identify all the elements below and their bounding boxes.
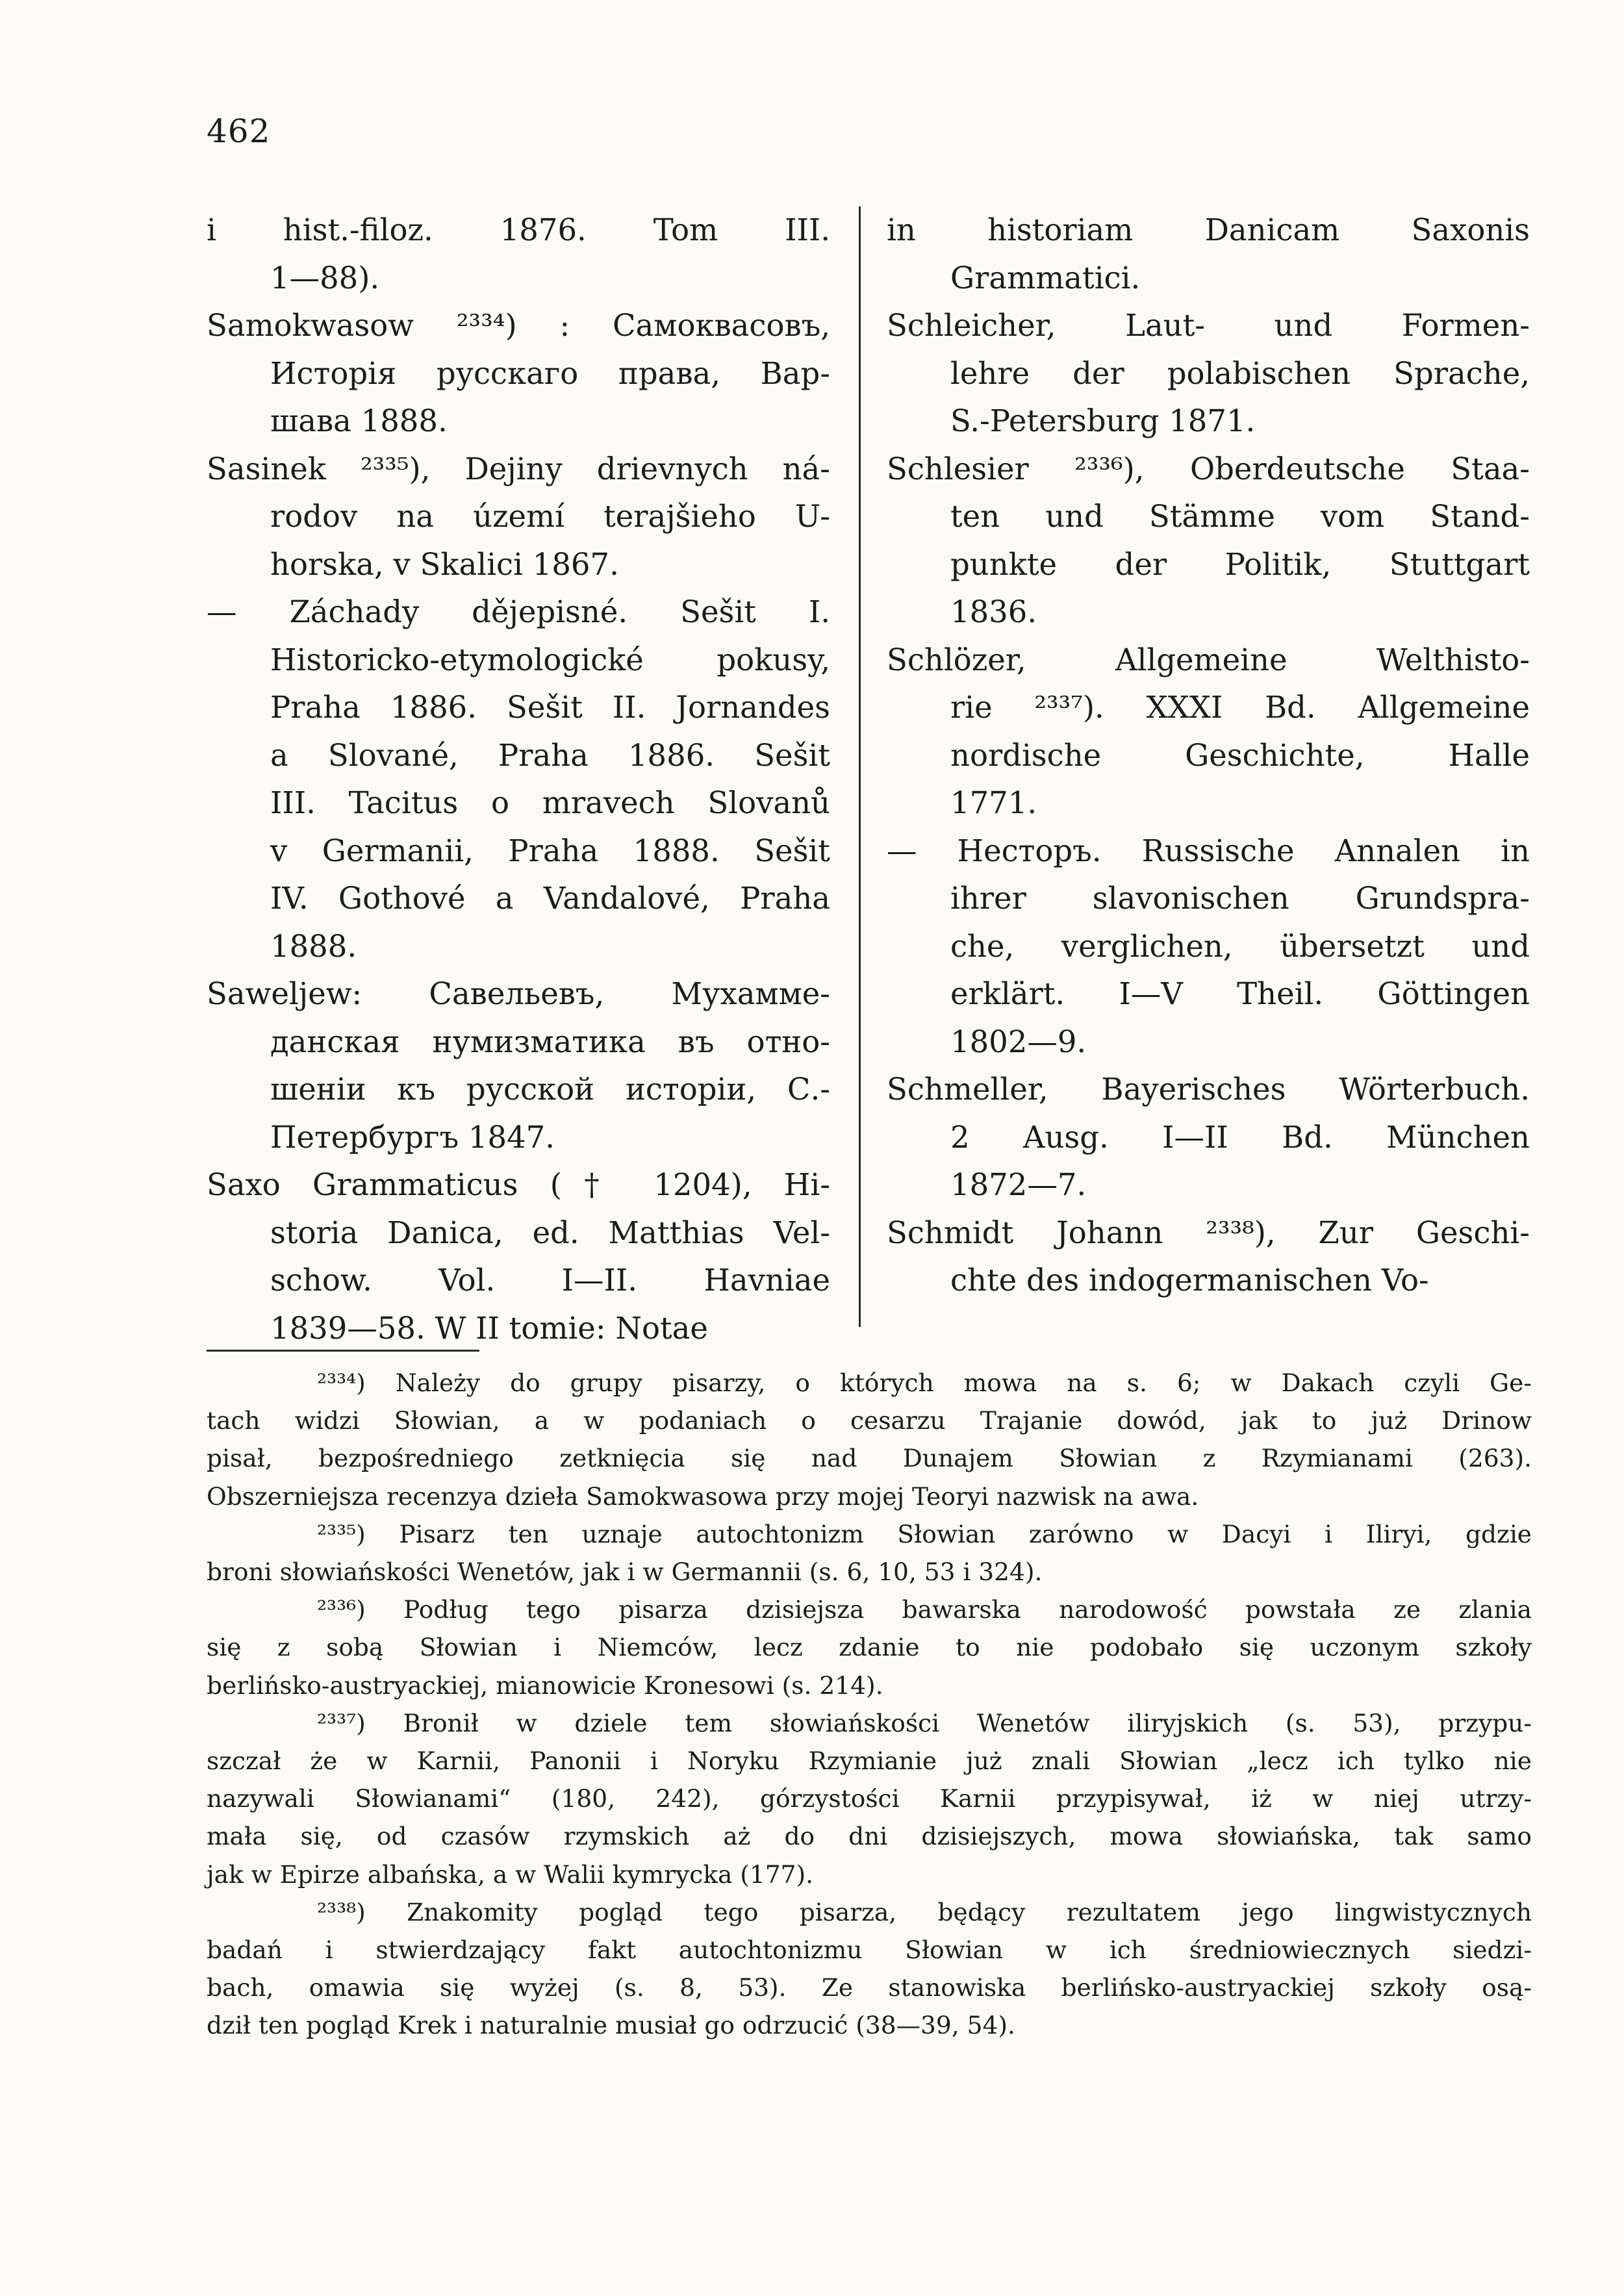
- entry-line: 1872—7.: [950, 1167, 1087, 1202]
- entry-line: 1802—9.: [950, 1024, 1087, 1059]
- bibliography-entry: [887, 1209, 1530, 1305]
- page-number: 462: [207, 112, 271, 150]
- footnote-line: Obszerniejsza recenzya dzieła Samokwasowa przy mojej Teoryi nazwisk na awa.: [207, 1482, 1199, 1511]
- entry-line: Исторія русскаго права, Вар-: [270, 355, 830, 391]
- entry-line: storia Danica, ed. Matthias Vel-: [270, 1215, 830, 1250]
- footnote-line: badań i stwierdzający fakt autochtonizmu Słowian w ich średniowiecznych siedzi-: [207, 1936, 1532, 1965]
- entry-line: 1839—58. W II tomie: Notae: [270, 1310, 708, 1346]
- footnote-line: mała się, od czasów rzymskich aż do dni dzisiejszych, mowa słowiańska, tak samo: [207, 1822, 1532, 1851]
- entry-line: Sasinek ²³³⁵), Dejiny drievnych ná-: [207, 451, 830, 486]
- footnote-line: ²³³⁵) Pisarz ten uznaje autochtonizm Słowian zarówno w Dacyi i Iliryi, gdzie: [317, 1519, 1532, 1548]
- footnote-line: ²³³⁶) Podług tego pisarza dzisiejsza bawarska narodowość powstała ze zlania: [317, 1595, 1532, 1624]
- entry-line: 1888.: [270, 928, 357, 964]
- footnote-line: dził ten pogląd Krek i naturalnie musiał go odrzucić (38—39, 54).: [207, 2011, 1015, 2040]
- entry-line: — Záchady dějepisné. Sešit I.: [207, 594, 830, 629]
- entry-line: Schlözer, Allgemeine Welthisto-: [887, 642, 1530, 677]
- bibliography-entry: [207, 1161, 830, 1352]
- entry-line: schow. Vol. I—II. Havniae: [270, 1263, 830, 1298]
- entry-line: Schleicher, Laut- und Formen-: [887, 308, 1530, 343]
- entry-line: данская нумизматика въ отно-: [270, 1024, 830, 1059]
- entry-line: шава 1888.: [270, 403, 448, 438]
- bibliography-entry: [887, 446, 1530, 637]
- entry-line: Samokwasow ²³³⁴) : Самоквасовъ,: [207, 308, 830, 343]
- bibliography-entry: [887, 637, 1530, 827]
- entry-line: i hist.-filoz. 1876. Tom III.: [207, 212, 830, 247]
- footnote-line: berlińsko-austryackiej, mianowicie Kronesowi (s. 214).: [207, 1671, 883, 1700]
- footnote: [207, 1515, 1532, 1591]
- footnote-line: pisał, bezpośredniego zetknięcia się nad Dunajem Słowian z Rzymianami (263).: [207, 1444, 1532, 1473]
- entry-line: Saweljew: Савельевъ, Мухамме-: [207, 976, 830, 1011]
- entry-line: — Несторъ. Russische Annalen in: [887, 833, 1530, 868]
- entry-line: chte des indogermanischen Vo-: [950, 1263, 1429, 1298]
- entry-line: v Germanii, Praha 1888. Sešit: [270, 833, 830, 868]
- entry-line: Historicko-etymologické pokusy,: [270, 642, 830, 677]
- footnote-line: ²³³⁷) Bronił w dziele tem słowiańskości Wenetów iliryjskich (s. 53), przypu-: [317, 1708, 1532, 1737]
- entry-line: rodov na území terajšieho U-: [270, 499, 830, 534]
- entry-line: 2 Ausg. I—II Bd. München: [950, 1119, 1530, 1155]
- entry-line: in historiam Danicam Saxonis: [887, 212, 1530, 247]
- entry-line: IV. Gothové a Vandalové, Praha: [270, 881, 830, 916]
- entry-line: nordische Geschichte, Halle: [950, 737, 1530, 773]
- entry-line: a Slované, Praha 1886. Sešit: [270, 737, 830, 773]
- entry-line: Saxo Grammaticus († 1204), Hi-: [207, 1167, 830, 1202]
- bibliography-entry: [207, 446, 830, 589]
- entry-line: ten und Stämme vom Stand-: [950, 499, 1530, 534]
- entry-line: Schmeller, Bayerisches Wörterbuch.: [887, 1072, 1530, 1107]
- entry-line: erklärt. I—V Theil. Göttingen: [950, 976, 1530, 1011]
- entry-line: che, verglichen, übersetzt und: [950, 928, 1530, 964]
- entry-line: 1771.: [950, 785, 1037, 820]
- entry-line: horska, v Skalici 1867.: [270, 546, 619, 582]
- footnote: [207, 1893, 1532, 2045]
- entry-line: S.-Petersburg 1871.: [950, 403, 1256, 438]
- entry-line: 1836.: [950, 594, 1037, 629]
- entry-line: 1—88).: [270, 260, 380, 296]
- bibliography-entry: [207, 302, 830, 446]
- entry-line: Schlesier ²³³⁶), Oberdeutsche Staa-: [887, 451, 1530, 486]
- footnote-line: ²³³⁴) Należy do grupy pisarzy, o których mowa na s. 6; w Dakach czyli Ge-: [317, 1369, 1532, 1397]
- bibliography-entry: [887, 302, 1530, 446]
- footnote-rule: [207, 1350, 479, 1352]
- entry-line: Praha 1886. Sešit II. Jornandes: [270, 690, 830, 725]
- entry-line: III. Tacitus o mravech Slovanů: [270, 785, 830, 820]
- entry-line: ihrer slavonischen Grundspra-: [950, 881, 1530, 916]
- footnote-line: ²³³⁸) Znakomity pogląd tego pisarza, będący rezultatem jego lingwistycznych: [317, 1897, 1532, 1926]
- footnotes: [207, 1364, 1532, 2045]
- column-divider: [859, 207, 861, 1327]
- footnote: [207, 1591, 1532, 1704]
- bibliography-entry: [207, 588, 830, 970]
- bibliography-entry: [207, 207, 830, 302]
- footnote: [207, 1364, 1532, 1515]
- footnote-line: szczał że w Karnii, Panonii i Noryku Rzymianie już znali Słowian „lecz ich tylko nie: [207, 1747, 1532, 1776]
- footnote-line: bach, omawia się wyżej (s. 8, 53). Ze stanowiska berlińsko-austryackiej szkoły osą-: [207, 1973, 1532, 2002]
- right-column: [887, 207, 1530, 1305]
- footnote: [207, 1704, 1532, 1893]
- footnote-line: się z sobą Słowian i Niemców, lecz zdanie to nie podobało się uczonym szkoły: [207, 1633, 1532, 1662]
- left-column: [207, 207, 830, 1352]
- entry-line: Петербургъ 1847.: [270, 1119, 555, 1155]
- bibliography-entry: [887, 207, 1530, 302]
- bibliography-entry: [207, 970, 830, 1161]
- bibliography-entry: [887, 827, 1530, 1066]
- entry-line: punkte der Politik, Stuttgart: [950, 546, 1530, 582]
- footnote-line: broni słowiańskości Wenetów, jak i w Germannii (s. 6, 10, 53 i 324).: [207, 1558, 1043, 1587]
- entry-line: Grammatici.: [950, 260, 1141, 296]
- entry-line: rie ²³³⁷). XXXI Bd. Allgemeine: [950, 690, 1530, 725]
- bibliography-entry: [887, 1066, 1530, 1209]
- entry-line: шеніи къ русской исторіи, С.-: [270, 1072, 830, 1107]
- footnote-line: nazywali Słowianami“ (180, 242), górzystości Karnii przypisywał, iż w niej utrzy-: [207, 1784, 1532, 1813]
- entry-line: Schmidt Johann ²³³⁸), Zur Geschi-: [887, 1215, 1530, 1250]
- entry-line: lehre der polabischen Sprache,: [950, 355, 1530, 391]
- footnote-line: tach widzi Słowian, a w podaniach o cesarzu Trajanie dowód, jak to już Drinow: [207, 1406, 1532, 1435]
- footnote-line: jak w Epirze albańska, a w Walii kymrycka (177).: [207, 1860, 814, 1889]
